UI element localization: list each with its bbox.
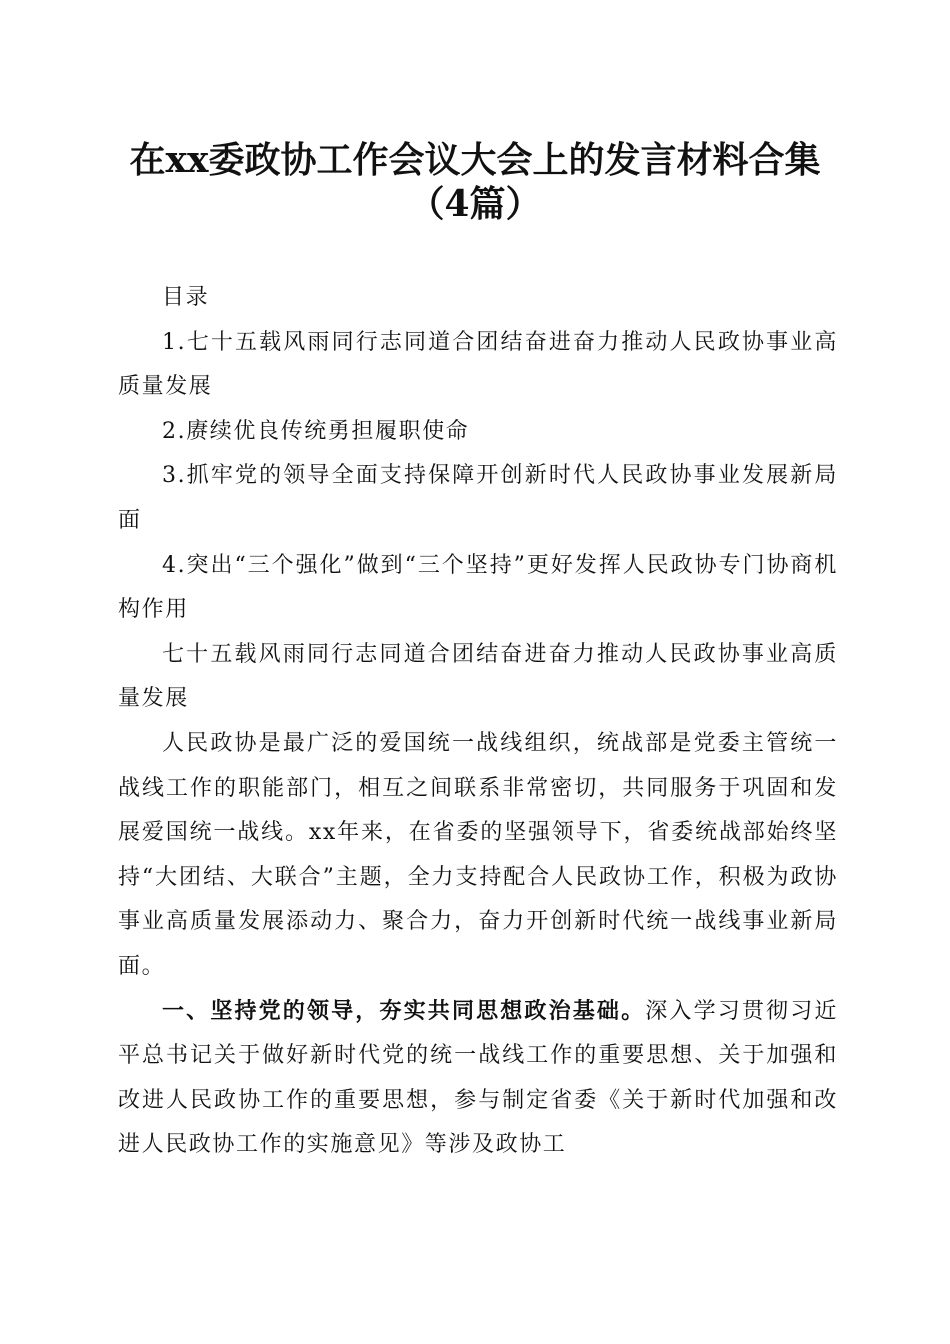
- point-1-heading: 一、坚持党的领导，夯实共同思想政治基础。: [162, 998, 646, 1024]
- toc-item-1: 1.七十五载风雨同行志同道合团结奋进奋力推动人民政协事业高质量发展: [118, 329, 838, 400]
- intro-paragraph: 人民政协是最广泛的爱国统一战线组织，统战部是党委主管统一战线工作的职能部门，相互之间联系非常密切，共同服务于巩固和发展爱国统一战线。xx年来，在省委的坚强领导下，省委统战部始终坚持“大团结、大联合”主题，全力支持配合人民政协工作，积极为政协事业高质量发展添动力、聚合力，奋力开创新时代统一战线事业新局面。: [118, 730, 838, 979]
- toc-item-2: 2.赓续优良传统勇担履职使命: [162, 418, 470, 444]
- section-title: 七十五载风雨同行志同道合团结奋进奋力推动人民政协事业高质量发展: [118, 641, 838, 712]
- toc-heading: 目录: [162, 285, 210, 310]
- toc-item-4: 4.突出“三个强化”做到“三个坚持”更好发挥人民政协专门协商机构作用: [118, 552, 838, 623]
- point-1-text: 深入学习贯彻习近平总书记关于做好新时代党的统一战线工作的重要思想、关于加强和改进人民政协工作的重要思想，参与制定省委《关于新时代加强和改进人民政协工作的实施意见》等涉及政协工: [118, 998, 838, 1158]
- document-body: [118, 276, 838, 1168]
- document-title-count: （4篇）: [408, 183, 542, 225]
- document-title: 在xx委政协工作会议大会上的发言材料合集: [129, 139, 821, 181]
- point-1-paragraph: [118, 990, 838, 1168]
- toc-item-3: 3.抓牢党的领导全面支持保障开创新时代人民政协事业发展新局面: [118, 463, 838, 533]
